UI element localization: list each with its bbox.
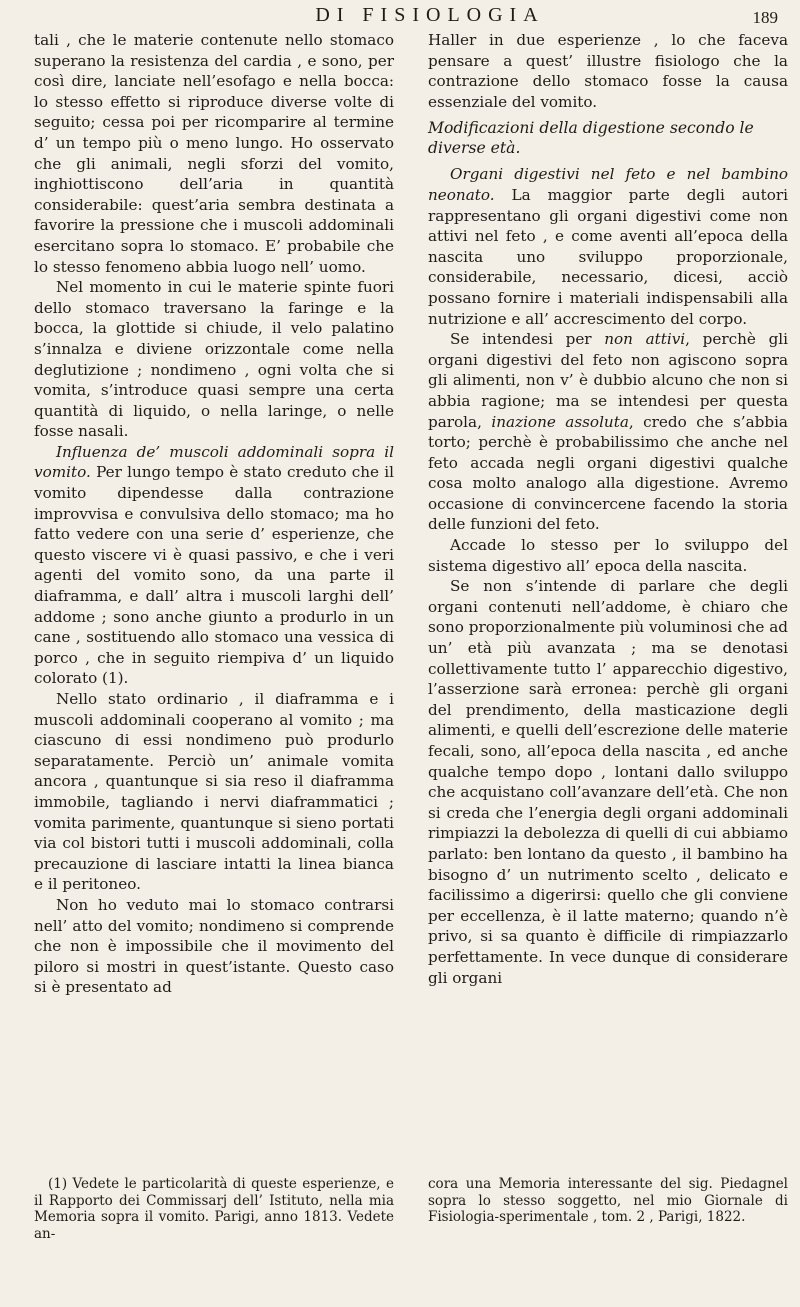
paragraph [34, 442, 394, 689]
paragraph [428, 164, 788, 329]
paragraph-text: , perchè gli organi digestivi del feto non agiscono sopra gli alimenti, non v’ è dubbio alcuno che non si abbia ragione; ma se intendesi per questa parola, [428, 330, 789, 431]
paragraph: Nel momento in cui le materie spinte fuori dello stomaco traversano la faringe e la bocca, la glottide si chiude, il velo palatino s’innalza e diviene orizzontale come nella deglutizione ; nondimeno , ogni volta che si vomita, s’introduce quasi sempre una certa quantità di liquido, o nella laringe, o nelle fosse nasali. [34, 278, 394, 441]
paragraph-text: , credo che s’abbia torto; perchè è probabilissimo che anche nel feto accada negli organi digestivi qualche cosa molto analogo alla digestione. Avremo occasione di convincercene facendo la storia delle funzioni del feto. [428, 412, 788, 534]
paragraph: Accade lo stesso per lo sviluppo del sistema digestivo all’ epoca della nascita. [428, 536, 788, 575]
paragraph: Haller in due esperienze , lo che faceva pensare a quest’ illustre fisiologo che la contrazione dello stomaco fosse la causa essenziale del vomito. [428, 31, 788, 111]
paragraph: Nello stato ordinario , il diaframma e i muscoli addominali cooperano al vomito ; ma ciascuno di essi nondimeno può produrlo separatamente. Perciò un’ animale vomita ancora , quantunque si sia reso il diaframma immobile, tagliando i nervi diaframmatici ; vomita parimente, quantunque si sieno portati via col bistori tutti i muscoli addominali, colla precauzione di lasciare intatti la linea bianca e il peritoneo. [34, 690, 394, 894]
paragraph: tali , che le materie contenute nello stomaco superano la resistenza del cardia , e sono, per così dire, lanciate nell’esofago e nella bocca: lo stesso effetto si riproduce diverse volte di seguito; cessa poi per ricomparire al termine d’ un tempo più o meno lungo. Ho osservato che gli animali, negli sforzi del vomito, inghiottiscono dell’aria in quantità considerabile: quest’aria sembra destinata a favorire la pressione che i muscoli addominali esercitano sopra lo stomaco. E’ probabile che lo stesso fenomeno abbia luogo nell’ uomo. [34, 31, 394, 276]
paragraph-text: Per lungo tempo è stato creduto che il vomito dipendesse dalla contrazione improvvisa e convulsiva dello stomaco; ma ho fatto vedere con una serie d’ esperienze, che questo viscere vi è quasi passivo, e che i veri agenti del vomito sono, da una parte il diaframma, e dall’ altra i muscoli larghi dell’ addome ; sono anche giunto a produrlo in un cane , sostituendo allo stomaco una vessica di porco , che in seguito riempiva d’ un liquido colorato (1). [34, 463, 395, 688]
paragraph: Se non s’intende di parlare che degli organi contenuti nell’addome, è chiaro che sono proporzionalmente più voluminosi che ad un’ età più avanzata ; ma se denotasi collettivamente tutto l’ apparecchio digestivo, l’asserzione sarà erronea: perchè gli organi del prendimento, della masticazione degli alimenti, e quelli dell’escrezione delle materie fecali, sono, all’epoca della nascita , ed anche qualche tempo dopo , lontani dallo sviluppo che acquistano coll’avanzare dell’età. Che non si creda che l’energia degli organi addominali rimpiazzi la debolezza di quelli di cui abbiamo parlato: ben lontano da questo , il bambino ha bisogno d’ un nutrimento scelto , delicato e facilissimo a digerirsi: quello che gli conviene per eccellenza, è il latte materno; quando n’è privo, si sa quanto è difficile di rimpiazzarlo perfettamente. In vece dunque di considerare gli organi [428, 577, 788, 987]
footnote-left: (1) Vedete le particolarità di queste esperienze, e il Rapporto dei Commissarj dell’ Istituto, nella mia Memoria sopra il vomito. Parigi, anno 1813. Vedete an- [34, 1176, 394, 1242]
right-column [428, 30, 788, 988]
paragraph-text: La maggior parte degli autori rappresentano gli organi digestivi come non attivi nel feto , e come aventi all’epoca della nascita uno sviluppo proporzionale, considerabile, necessario, dicesi, acciò possano fornire i materiali indispensabili alla nutrizione e all’ accrescimento del corpo. [428, 185, 788, 328]
page-number: 189 [752, 8, 778, 27]
running-title: DI FISIOLOGIA [315, 4, 545, 26]
inline-heading: Influenza de’ muscoli addominali sopra il vomito. [34, 442, 394, 482]
paragraph [428, 329, 788, 535]
left-column [34, 30, 394, 998]
emphasis: non attivi [604, 330, 686, 349]
inline-heading: Organi digestivi nel feto e nel bambino neonato. [428, 165, 788, 204]
emphasis: inazione assoluta [491, 412, 629, 431]
paragraph-text: Se intendesi per [450, 330, 605, 349]
section-heading: Modificazioni della digestione secondo le diverse età. [428, 119, 754, 158]
footnote-right: cora una Memoria interessante del sig. Piedagnel sopra lo stesso soggetto, nel mio Giornale di Fisiologia-sperimentale , tom. 2 , Parigi, 1822. [428, 1176, 788, 1225]
paragraph: Non ho veduto mai lo stomaco contrarsi nell’ atto del vomito; nondimeno si comprende che non è impossibile che il movimento del piloro si mostri in quest’istante. Questo caso si è presentato ad [34, 895, 394, 997]
